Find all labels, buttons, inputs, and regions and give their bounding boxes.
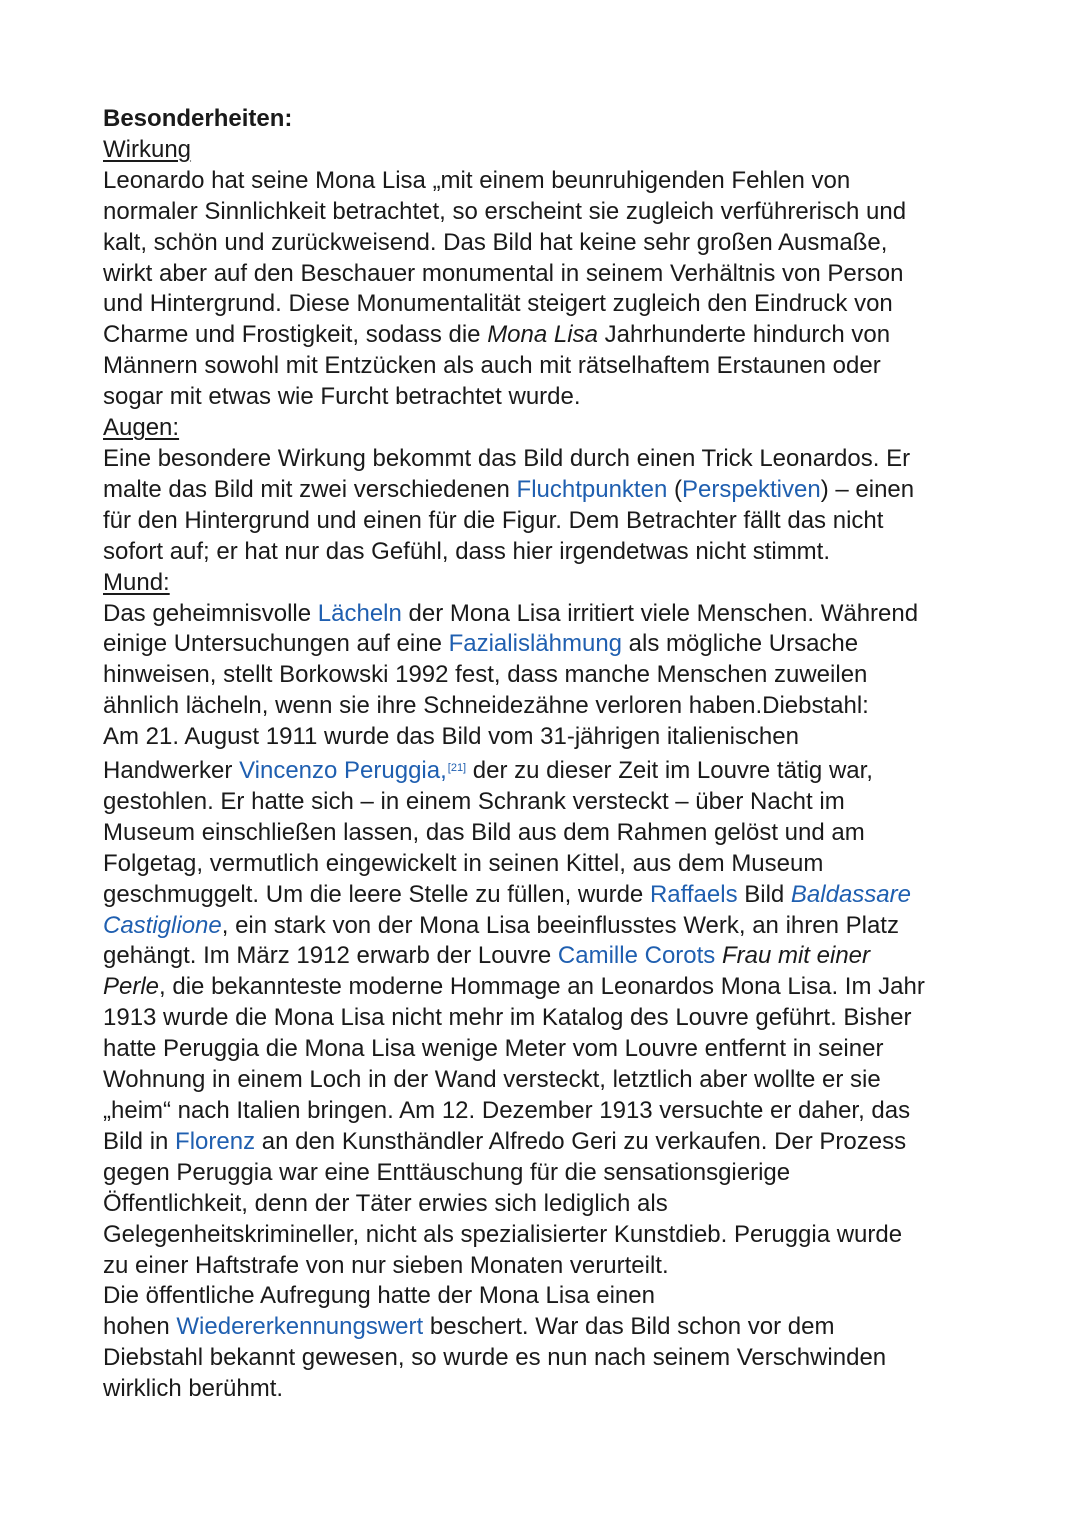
text-line: und Hintergrund. Diese Monumentalität steigert zugleich den Eindruck von bbox=[103, 290, 893, 318]
text-line: Leonardo hat seine Mona Lisa „mit einem beunruhigenden Fehlen von bbox=[103, 166, 851, 194]
text-line: sogar mit etwas wie Furcht betrachtet wurde. bbox=[103, 383, 581, 411]
text-line: Museum einschließen lassen, das Bild aus dem Rahmen gelöst und am bbox=[103, 818, 865, 846]
text-line: 1913 wurde die Mona Lisa nicht mehr im Katalog des Louvre geführt. Bisher bbox=[103, 1004, 912, 1032]
text-run: der Mona Lisa irritiert viele Menschen. Während bbox=[401, 599, 919, 627]
text-line bbox=[103, 1312, 1003, 1343]
link-raffaels[interactable]: Raffaels bbox=[649, 880, 738, 908]
link-laecheln[interactable]: Lächeln bbox=[317, 599, 402, 627]
text-run: als mögliche Ursache bbox=[622, 630, 859, 658]
text-run: geschmuggelt. Um die leere Stelle zu füllen, wurde bbox=[103, 880, 650, 908]
text-line bbox=[103, 629, 1003, 660]
text-line: ähnlich lächeln, wenn sie ihre Schneidezähne verloren haben.Diebstahl: bbox=[103, 692, 869, 720]
text-run: Jahrhunderte hindurch von bbox=[597, 321, 891, 349]
link-fluchtpunkten[interactable]: Fluchtpunkten bbox=[516, 475, 668, 503]
subheading-wirkung: Wirkung bbox=[103, 135, 192, 163]
text-run: ( bbox=[667, 475, 682, 503]
text-line: Männern sowohl mit Entzücken als auch mit rätselhaftem Erstaunen oder bbox=[103, 352, 881, 380]
section-heading: Besonderheiten: bbox=[103, 105, 293, 132]
text-run: Handwerker bbox=[103, 757, 240, 785]
text-run: ) – einen bbox=[820, 475, 915, 503]
text-line: hinweisen, stellt Borkowski 1992 fest, dass manche Menschen zuweilen bbox=[103, 661, 868, 689]
text-line: normaler Sinnlichkeit betrachtet, so erscheint sie zugleich verführerisch und bbox=[103, 197, 907, 225]
text-line: zu einer Haftstrafe von nur sieben Monaten verurteilt. bbox=[103, 1251, 669, 1279]
text-line: gestohlen. Er hatte sich – in einem Schrank versteckt – über Nacht im bbox=[103, 787, 845, 815]
text-run: , ein stark von der Mona Lisa beeinflusstes Werk, an ihren Platz bbox=[221, 911, 899, 939]
link-baldassare[interactable]: Baldassare bbox=[790, 880, 911, 908]
text-line bbox=[103, 911, 1003, 942]
link-vincenzo-peruggia[interactable]: Vincenzo Peruggia, bbox=[239, 757, 447, 785]
text-line: Diebstahl bekannt gewesen, so wurde es nun nach seinem Verschwinden bbox=[103, 1344, 887, 1372]
text-run: Charme und Frostigkeit, sodass die bbox=[103, 321, 488, 349]
italic-title: Mona Lisa bbox=[487, 321, 598, 349]
text-line bbox=[103, 599, 1003, 630]
text-line: Folgetag, vermutlich eingewickelt in seinen Kittel, aus dem Museum bbox=[103, 849, 824, 877]
text-line: wirklich berühmt. bbox=[103, 1375, 284, 1403]
text-run: der zu dieser Zeit im Louvre tätig war, bbox=[466, 757, 873, 785]
link-perspektiven[interactable]: Perspektiven bbox=[681, 475, 821, 503]
text-line bbox=[103, 972, 1003, 1003]
text-line: kalt, schön und zurückweisend. Das Bild hat keine sehr großen Ausmaße, bbox=[103, 228, 888, 256]
text-line: wirkt aber auf den Beschauer monumental in seinem Verhältnis von Person bbox=[103, 259, 904, 287]
text-line: Die öffentliche Aufregung hatte der Mona Lisa einen bbox=[103, 1282, 655, 1310]
text-line bbox=[103, 320, 1003, 351]
text-run: einige Untersuchungen auf eine bbox=[103, 630, 449, 658]
text-line: „heim“ nach Italien bringen. Am 12. Dezember 1913 versuchte er daher, das bbox=[103, 1097, 911, 1124]
text-run: Das geheimnisvolle bbox=[103, 599, 318, 627]
text-line: für den Hintergrund und einen für die Figur. Dem Betrachter fällt das nicht bbox=[103, 506, 884, 534]
subheading-mund: Mund: bbox=[103, 568, 170, 596]
reference-marker[interactable]: [21] bbox=[447, 762, 467, 775]
text-line bbox=[103, 941, 1003, 972]
text-run: hohen bbox=[103, 1313, 177, 1341]
text-line: sofort auf; er hat nur das Gefühl, dass hier irgendetwas nicht stimmt. bbox=[103, 537, 831, 565]
link-camille-corots[interactable]: Camille Corots bbox=[557, 942, 716, 970]
text-run: beschert. War das Bild schon vor dem bbox=[423, 1313, 835, 1341]
italic-title: Frau mit einer bbox=[721, 942, 871, 970]
text-line: Öffentlichkeit, denn der Täter erwies sich lediglich als bbox=[103, 1189, 668, 1217]
text-line: hatte Peruggia die Mona Lisa wenige Meter vom Louvre entfernt in seiner bbox=[103, 1035, 884, 1063]
text-run: , die bekannteste moderne Hommage an Leonardos Mona Lisa. Im Jahr bbox=[159, 973, 925, 1001]
subheading-augen: Augen: bbox=[103, 414, 180, 442]
text-run bbox=[715, 942, 722, 969]
text-line bbox=[103, 753, 1003, 787]
link-fazialislaehmung[interactable]: Fazialislähmung bbox=[448, 630, 623, 658]
text-run: Bild in bbox=[103, 1127, 176, 1155]
text-run: gehängt. Im März 1912 erwarb der Louvre bbox=[103, 942, 558, 970]
text-line bbox=[103, 475, 1003, 506]
text-line: Eine besondere Wirkung bekommt das Bild durch einen Trick Leonardos. Er bbox=[103, 444, 911, 472]
document-body bbox=[103, 104, 1003, 1405]
text-run: Bild bbox=[737, 880, 791, 908]
link-wiedererkennungswert[interactable]: Wiedererkennungswert bbox=[176, 1313, 424, 1341]
text-line bbox=[103, 880, 1003, 911]
text-line: Am 21. August 1911 wurde das Bild vom 31-jährigen italienischen bbox=[103, 723, 799, 751]
italic-title: Perle bbox=[103, 973, 160, 1001]
link-castiglione[interactable]: Castiglione bbox=[103, 911, 222, 939]
link-florenz[interactable]: Florenz bbox=[175, 1127, 256, 1155]
text-line: Wohnung in einem Loch in der Wand versteckt, letztlich aber wollte er sie bbox=[103, 1066, 881, 1094]
text-line: gegen Peruggia war eine Enttäuschung für die sensationsgierige bbox=[103, 1158, 791, 1186]
text-run: an den Kunsthändler Alfredo Geri zu verkaufen. Der Prozess bbox=[255, 1127, 907, 1155]
text-line bbox=[103, 1127, 1003, 1158]
text-line: Gelegenheitskrimineller, nicht als spezialisierter Kunstdieb. Peruggia wurde bbox=[103, 1220, 903, 1248]
text-run: malte das Bild mit zwei verschiedenen bbox=[103, 475, 517, 503]
